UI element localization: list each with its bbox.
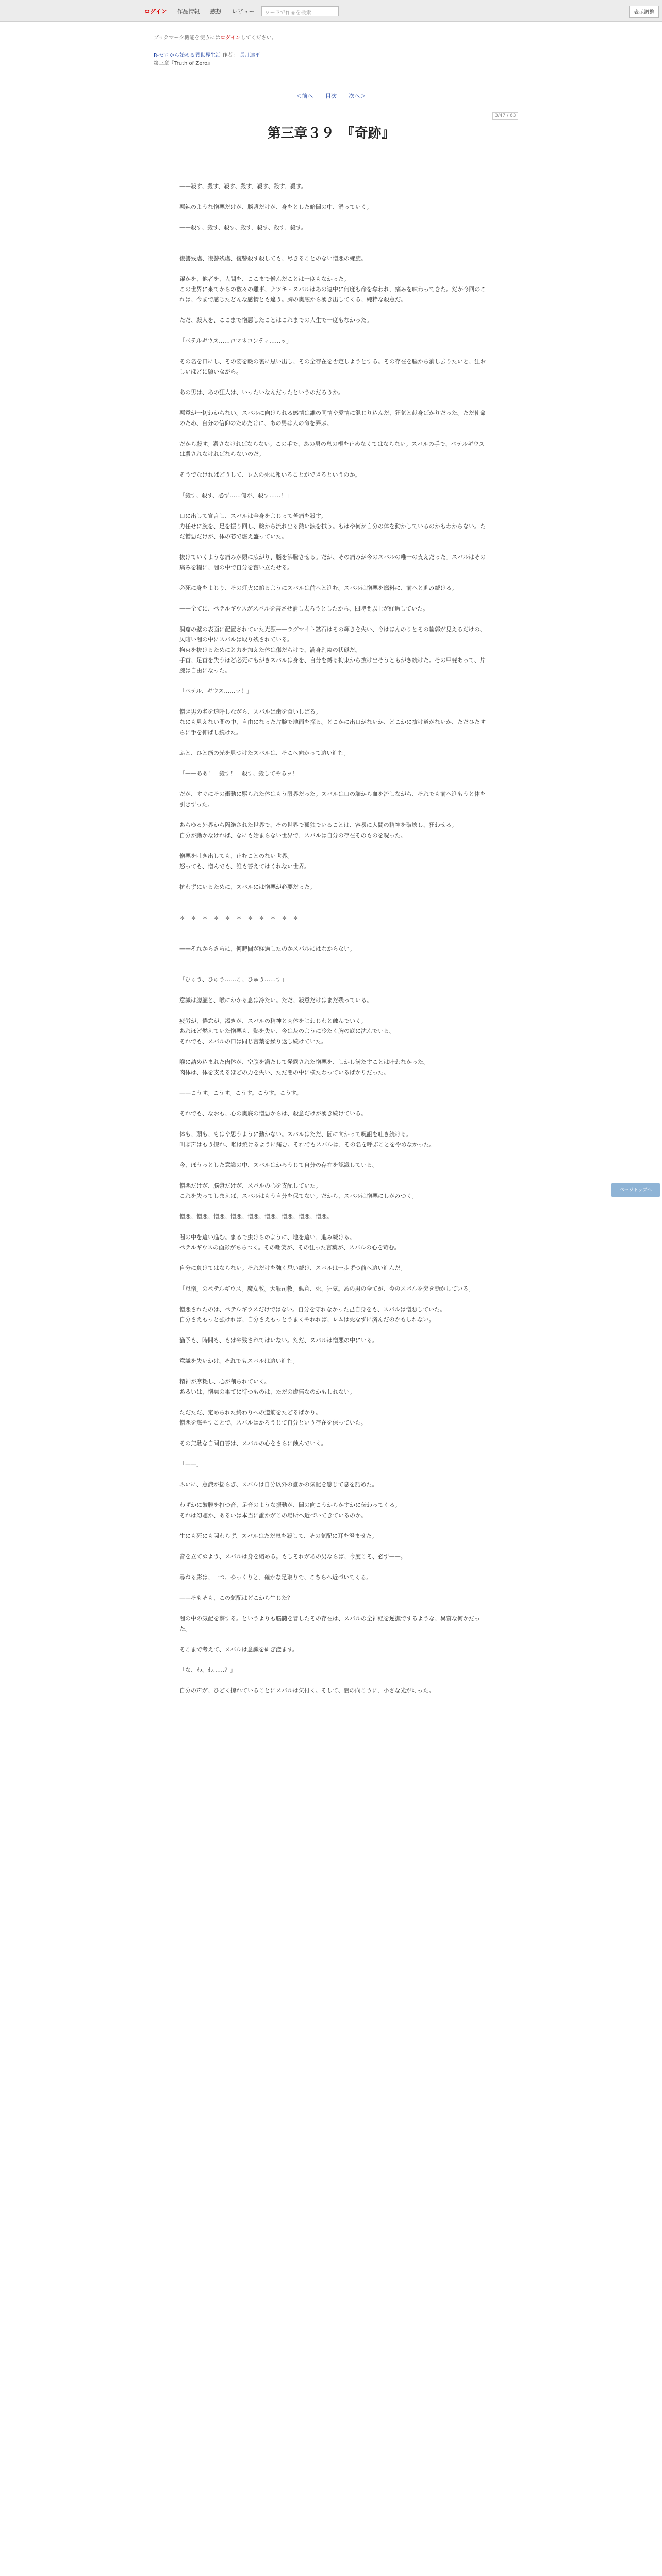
novel-paragraph: なにも見えない闇の中、自由になった片腕で地面を探る。どこかに出口がないか、どこかに抜け道がないか、ただひたすらに手を伸ばし続けた。 (179, 719, 486, 736)
novel-paragraph: 力任せに腕を、足を振り回し、瞼から流れ出る熱い涙を拭う。もはや何が自分の体を動かしているのかもわからない。ただ憎悪だけが、体の芯で燃え盛っていた。 (179, 523, 486, 540)
novel-paragraph: 復讐残虐、復讐残虐、復讐殺す殺しても、尽きることのない憎悪の螺旋。 (179, 255, 367, 262)
blank-line (179, 1521, 489, 1531)
review-link[interactable]: レビュー (231, 8, 255, 15)
novel-paragraph: 今、ぼうっとした意識の中、スバルはかろうじて自分の存在を認識している。 (179, 1162, 378, 1168)
novel-paragraph: そうでなければどうして、レムの死に報いることができるというのか。 (179, 471, 361, 478)
blank-line (179, 903, 489, 913)
blank-line (179, 305, 489, 315)
novel-paragraph: 音を立てぬよう、スバルは身を縮める。もしそれがあの男ならば、今度こそ、必ず——。 (179, 1553, 406, 1560)
novel-paragraph: 怒っても、憎んでも、誰も答えてはくれない世界。 (179, 863, 310, 870)
author-link[interactable]: 長月達平 (239, 53, 260, 58)
novel-paragraph: だから殺す。殺さなければならない。この手で、あの男の息の根を止めなくてはならない。スバルの手で、ペテルギウスは殺されなければならないのだ。 (179, 440, 485, 457)
novel-paragraph: あるいは、憎悪の果てに待つものは、ただの虚無なのかもしれない。 (179, 1388, 355, 1395)
work-info-link[interactable]: 作品情報 (177, 8, 200, 15)
novel-paragraph: 肉体は、体を支えるほどの力を失い、ただ闇の中に横たわっているばかりだった。 (179, 1069, 389, 1076)
login-link[interactable]: ログイン (144, 8, 167, 15)
novel-paragraph: ペテルギウスの面影がちらつく。その嘲笑が、その狂った言葉が、スバルの心を苛む。 (179, 1244, 400, 1251)
novel-paragraph: 憎悪を吐き出しても、止むことのない世界。 (179, 853, 293, 859)
novel-paragraph: それは幻聴か、あるいは本当に誰かがこの場所へ近づいてきているのか。 (179, 1512, 367, 1519)
novel-paragraph: 「ひゅう、ひゅう……こ、ひゅう……す」 (179, 976, 287, 983)
blank-line (179, 985, 489, 995)
blank-line (179, 326, 489, 336)
novel-paragraph: 悪意が一切わからない。スバルに向けられる感情は誰の同情や愛情に混じり込んだ、狂気と献身ばかりだった。ただ使命のため、自分の信仰のためだけに、あの男は人の命を弄ぶ。 (179, 410, 486, 427)
novel-paragraph: 猶予も、時間も、もはや残されてはいない。ただ、スバルは憎悪の中にいる。 (179, 1337, 378, 1344)
novel-paragraph: そこまで考えて、スバルは意識を研ぎ澄ます。 (179, 1646, 298, 1653)
blank-line (179, 614, 489, 624)
blank-line (179, 1490, 489, 1500)
novel-paragraph: 悪辣のような憎悪だけが、脳漿だけが、身をとした暗闇の中、渦っていく。 (179, 204, 372, 210)
blank-line (179, 1253, 489, 1263)
blank-line (179, 841, 489, 851)
novel-paragraph: ——それからさらに、何時間が経過したのかスバルにはわからない。 (179, 945, 355, 952)
notice-after: してください。 (240, 35, 277, 41)
author-label: 作者： (222, 53, 238, 58)
blank-line (179, 954, 489, 964)
blank-line (179, 779, 489, 789)
prev-link[interactable]: ＜前へ (296, 93, 313, 99)
novel-paragraph: 意識を失いかけ、それでもスバルは這い進む。 (179, 1358, 299, 1364)
novel-paragraph: 手首、足首を失うほど必死にもがきスバルは身を、自分を縛る拘束から抜け出そうともがき続けた。その甲斐あって、片腕は自由になった。 (179, 657, 486, 674)
blank-line (179, 480, 489, 490)
novel-paragraph: ＊ ＊ ＊ ＊ ＊ ＊ ＊ ＊ ＊ ＊ ＊ (179, 914, 299, 921)
novel-paragraph: だが、すぐにその衝動に駆られた体はもう限界だった。スバルは口の端から血を流しながら、それでも前へ進もうと体を引きずった。 (179, 791, 486, 808)
blank-line (179, 1171, 489, 1181)
breadcrumb (154, 52, 260, 68)
novel-paragraph: 尋ねる影は、一つ。ゆっくりと、確かな足取りで、こちらへ近づいてくる。 (179, 1574, 372, 1581)
notice-login-link[interactable]: ログイン (220, 35, 241, 41)
novel-paragraph: 憎悪されたのは、ペテルギウスだけではない。自分を守れなかった己自身をも、スバルは憎悪していた。 (179, 1306, 446, 1313)
blank-line (179, 1047, 489, 1057)
novel-paragraph: ——殺す、殺す、殺す、殺す、殺す、殺す、殺す。 (179, 224, 307, 231)
novel-paragraph: 自分に負けてはならない。それだけを強く思い続け、スバルは一歩ずつ前へ這い進んだ。 (179, 1265, 406, 1272)
blank-line (179, 758, 489, 769)
blank-line (179, 1119, 489, 1129)
novel-paragraph: 必死に身をよじり、その灯火に縋るようにスバルは前へと進む。スバルは憎悪を燃料に、前へと進み続ける。 (179, 585, 457, 591)
blank-line (179, 1562, 489, 1572)
blank-line (179, 594, 489, 604)
notice-before: ブックマーク機能を使うには (154, 35, 221, 41)
blank-line (179, 264, 489, 274)
search-input[interactable]: ワードで作品を検索 (261, 6, 339, 16)
novel-paragraph: 意識は朦朧と、喉にかかる息は冷たい。ただ、殺意だけはまだ残っている。 (179, 997, 372, 1004)
novel-paragraph: その名を口にし、その姿を瞼の裏に思い出し、その全存在を否定しようとする。その存在を脳から消し去りたいと、狂おしいほどに願いながら。 (179, 358, 486, 375)
blank-line (179, 501, 489, 511)
blank-line (179, 676, 489, 686)
blank-line (179, 460, 489, 470)
blank-line (179, 1294, 489, 1304)
blank-line (179, 738, 489, 748)
bookmark-notice (154, 33, 277, 41)
novel-paragraph: 憎悪、憎悪、憎悪、憎悪、憎悪、憎悪、憎悪、憎悪、憎悪。 (179, 1213, 333, 1220)
novel-paragraph: 体も、頭も、もはや思うように動かない。スバルはただ、闇に向かって呪詛を吐き続ける。 (179, 1131, 412, 1138)
novel-paragraph: 憎悪だけが、脳漿だけが、スバルの心を支配していた。 (179, 1182, 321, 1189)
pager-top (0, 92, 662, 100)
blank-line (179, 1325, 489, 1335)
blank-line (179, 923, 489, 934)
blank-line (179, 1274, 489, 1284)
novel-paragraph: 「——ああ！ 殺す！ 殺す、殺してやるッ！」 (179, 770, 304, 777)
novel-paragraph: 憎き男の名を連呼しながら、スバルは歯を食いしばる。 (179, 708, 321, 715)
blank-line (179, 1150, 489, 1160)
novel-paragraph: ふいに、意識が揺らぎ、スバルは自分以外の誰かの気配を感じて息を詰めた。 (179, 1481, 378, 1488)
novel-paragraph: 自分が動かなければ、なにも始まらない世界で、スバルは自分の存在そのものを呪った。 (179, 832, 406, 839)
blank-line (179, 429, 489, 439)
series-link[interactable]: R-ゼロから始める異世界生活 (154, 53, 221, 58)
top-nav (139, 6, 339, 17)
page-top-button[interactable]: ページトップへ (611, 1183, 660, 1197)
novel-paragraph: 自分さえもっと強ければ、自分さえもっとうまくやれれば、レムは死なずに済んだのかもしれない。 (179, 1316, 435, 1323)
blank-line (179, 1397, 489, 1408)
top-bar (0, 0, 662, 22)
novel-paragraph: ——そもそも、この気配はどこから生じた？ (179, 1595, 293, 1601)
blank-line (179, 1098, 489, 1109)
novel-paragraph: 躍かを、他者を、人間を、ここまで憎んだことは一度もなかった。 (179, 276, 350, 282)
blank-line (179, 1006, 489, 1016)
novel-paragraph: ふと、ひと筋の光を見つけたスバルは、そこへ向かって這い進む。 (179, 750, 350, 756)
blank-line (179, 1675, 489, 1686)
novel-body (179, 181, 489, 1696)
novel-paragraph: あらゆる外界から隔絶された世界で、その世界で孤独でいることは、容易に人間の精神を破壊し、狂わせる。 (179, 822, 457, 828)
blank-line (179, 1655, 489, 1665)
display-settings-button[interactable]: 表示調整 (629, 6, 659, 18)
blank-line (179, 1366, 489, 1377)
novel-paragraph: 精神が摩耗し、心が削られていく。 (179, 1378, 270, 1385)
novel-paragraph: ——殺す、殺す、殺す、殺す、殺す、殺す、殺す。 (179, 183, 307, 190)
blank-line (179, 377, 489, 387)
page-counter: 3/47 / 63 (492, 112, 518, 120)
novel-paragraph: この世界に来てからの数々の難事、ナツキ・スバルはあの連中に何度も命を奪われ、痛みを味わってきた。だが今回のこれは、今まで感じたどんな感情とも違う。胸の奥底から湧き出してくる、純粋な殺意だ。 (179, 286, 486, 303)
blank-line (179, 233, 489, 243)
blank-line (179, 573, 489, 583)
novel-paragraph: 生にも死にも関わらず、スバルはただ息を殺して、その気配に耳を澄ませた。 (179, 1533, 377, 1539)
blank-line (179, 192, 489, 202)
novel-paragraph: ——こうす。こうす。こうす。こうす。こうす。 (179, 1090, 302, 1096)
novel-paragraph: それでも、スバルの口は同じ言葉を繰り返し続けていた。 (179, 1038, 327, 1045)
blank-line (179, 1469, 489, 1480)
novel-paragraph: 「な、わ、わ……？」 (179, 1667, 236, 1673)
novel-paragraph: 拘束を抜けるためにと力を加えた体は傷だらけで、満身創痍の状態だ。 (179, 647, 361, 653)
novel-paragraph: あの男は、あの狂人は、いったいなんだったというのだろうか。 (179, 389, 344, 396)
toc-link[interactable]: 目次 (325, 93, 337, 99)
blank-line (179, 697, 489, 707)
novel-paragraph: 自分の声が、ひどく掠れていることにスバルは気付く。そして、闇の向こうに、小さな光が灯った。 (179, 1687, 435, 1694)
novel-paragraph: その無駄な自問自答は、スバルの心をさらに蝕んでいく。 (179, 1440, 327, 1447)
blank-line (179, 1428, 489, 1438)
next-link[interactable]: 次へ＞ (349, 93, 366, 99)
blank-line (179, 892, 489, 903)
novel-paragraph: 洞窟の壁の表面に配置されていた光源——ラグマイト鉱石はその輝きを失い、今はほんのりとその輪郭が見えるだけの、仄暗い闇の中にスバルは取り残されている。 (179, 626, 486, 643)
novel-paragraph: 闇の中の気配を察する。というよりも脳髄を冒したその存在は、スバルの全神経を逆撫でするような、異質な何かだった。 (179, 1615, 480, 1632)
novel-paragraph: 口に出して宣言し、スバルは全身をよじって苦痛を殺す。 (179, 513, 327, 519)
blank-line (179, 542, 489, 552)
novel-paragraph: 「怠惰」のペテルギウス。魔女教。大罪司教。悪意、死、狂気。あの男の全てが、今のスバルを突き動かしている。 (179, 1285, 474, 1292)
novel-paragraph: 抗わずにいるために、スバルには憎悪が必要だった。 (179, 884, 316, 890)
blank-line (179, 1541, 489, 1552)
novel-paragraph: ただただ、定められた終わりへの道筋をたどるばかり。 (179, 1409, 321, 1416)
blank-line (179, 1346, 489, 1356)
blank-line (179, 346, 489, 357)
blank-line (179, 1583, 489, 1593)
novel-paragraph: 「ペテルギウス……ロマネコンティ……ッ」 (179, 337, 292, 344)
novel-paragraph: あれほど燃えていた憎悪も、熱を失い、今は灰のように冷たく胸の底に沈んでいる。 (179, 1028, 395, 1035)
blank-line (179, 964, 489, 975)
novel-paragraph: 抜けていくような痛みが頭に広がり、脳を沸騰させる。だが、その痛みが今のスバルの唯一の支えだった。スバルはその痛みを糧に、闇の中で自分を奮い立たせる。 (179, 554, 486, 571)
chapter-name: 第三章『Truth of Zero』 (154, 61, 213, 66)
novel-paragraph: 叫ぶ声はもう擦れ、喉は焼けるように痛む。それでもスバルは、その名を呼ぶことをやめなかった。 (179, 1141, 435, 1148)
blank-line (179, 398, 489, 408)
chapter-title: 第三章３９ 『奇跡』 (267, 126, 395, 141)
novel-paragraph: 「殺す、殺す、必ず……俺が、殺す……！」 (179, 492, 292, 499)
novel-paragraph: それでも、なおも、心の奥底の憎悪からは、殺意だけが湧き続けている。 (179, 1110, 367, 1117)
blank-line (179, 1603, 489, 1614)
blank-line (179, 1078, 489, 1088)
impressions-link[interactable]: 感想 (210, 8, 222, 15)
novel-paragraph: 「——」 (179, 1461, 202, 1467)
novel-paragraph: 憎悪を燃やすことで、スバルはかろうじて自分という存在を保っていた。 (179, 1419, 367, 1426)
novel-paragraph: ただ、殺人を、ここまで憎悪したことはこれまでの人生で一度もなかった。 (179, 317, 372, 324)
blank-line (179, 1449, 489, 1459)
blank-line (179, 810, 489, 820)
blank-line (179, 212, 489, 223)
novel-paragraph: 闇の中を這い進む。まるで虫けらのように、地を這い、進み続ける。 (179, 1234, 355, 1241)
blank-line (179, 1222, 489, 1232)
novel-paragraph: これを失ってしまえば、スバルはもう自分を保てない。だから、スバルは憎悪にしがみつく。 (179, 1193, 418, 1199)
novel-paragraph: ——全てに、ペテルギウスがスバルを害させ消し去ろうとしたから、四時間以上が経過していた。 (179, 605, 429, 612)
novel-paragraph: 喉に詰め込まれた肉体が、空腹を満たして発露された憎悪を、しかし満たすことは叶わなかった。 (179, 1059, 429, 1065)
blank-line (179, 243, 489, 253)
blank-line (179, 1634, 489, 1645)
novel-paragraph: わずかに鼓膜を打つ音、足音のような振動が、闇の向こうからかすかに伝わってくる。 (179, 1502, 401, 1509)
novel-paragraph: 「ペテル、ギウス……ッ！」 (179, 688, 253, 694)
blank-line (179, 872, 489, 882)
novel-paragraph: 疲労が、倦怠が、渇きが、スバルの精神と肉体をじわじわと蝕んでいく。 (179, 1018, 367, 1024)
blank-line (179, 934, 489, 944)
blank-line (179, 1201, 489, 1212)
